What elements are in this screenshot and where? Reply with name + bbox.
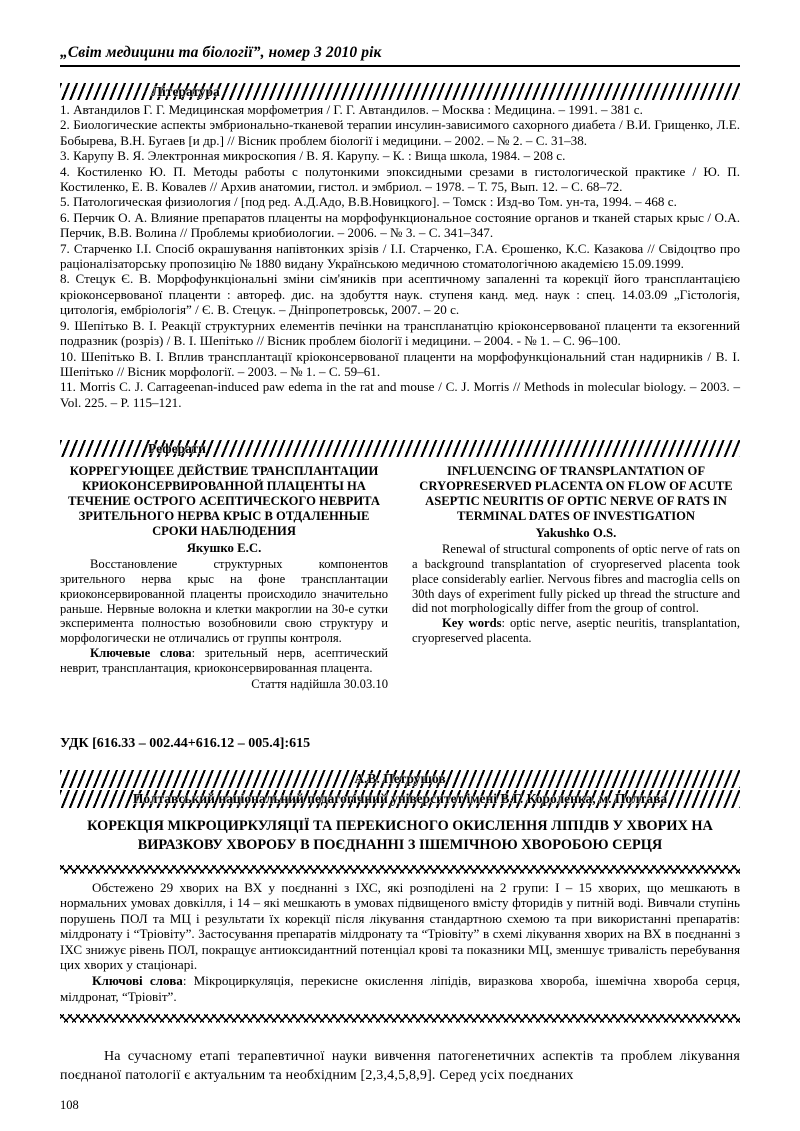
reference-item: 7. Старченко І.І. Спосіб окрашування напівтонких зрізів / І.І. Старченко, Г.А. Єрошенко, К.С. Казакова // Свідоцтво про раціоналізаторську пропозицію № 1880 видану Українською медичною стоматологічною академією 15.09.1999.: [60, 240, 740, 272]
article-title: КОРЕКЦІЯ МІКРОЦИРКУЛЯЦІЇ ТА ПЕРЕКИСНОГО ОКИСЛЕННЯ ЛІПІДІВ У ХВОРИХ НА ВИРАЗКОВУ ХВОРОБУ В ПОЄДНАННІ З ІШЕМІЧНОЮ ХВОРОБОЮ СЕРЦЯ: [87, 817, 713, 853]
abstracts-columns: [60, 464, 740, 691]
abstract-ru-body: Восстановление структурных компонентов зрительного нерва крыс на фоне трансплантации криоконсервированной плаценты происходило значительно раньше. Нервные волокна и клетки макроглии на 30-е сутки эксперимента полностью возобновили свою структуру и морфологически не отличались от группы контроля.: [60, 557, 388, 646]
reference-item: 10. Шепітько В. І. Вплив трансплантації кріоконсервованої плаценти на морфофункціональний стан надирників / В. І. Шепітько // Вісник морфології. – 2003. – № 1. – С. 59–61.: [60, 348, 740, 379]
article-affiliation-band: [60, 790, 740, 808]
reference-list: [60, 102, 740, 410]
abstracts-section-band: [60, 440, 740, 457]
abstract-en-keywords-text: : optic nerve, aseptic neuritis, transplantation, cryopreserved placenta.: [412, 616, 740, 645]
abstract-ru-keywords-text: : зрительный нерв, асептический неврит, трансплантация, криоконсервированная плацента.: [60, 645, 388, 675]
article-keywords-label: Ключові слова: [92, 973, 183, 989]
abstract-ru-keywords-label: Ключевые слова: [90, 645, 192, 660]
header-rule: [60, 65, 740, 67]
divider-zigzag-bottom: [60, 1014, 740, 1023]
abstract-en-title: INFLUENCING OF TRANSPLANTATION OF CRYOPRESERVED PLACENTA ON FLOW OF ACUTE ASEPTIC NEURITIS OF OPTIC NERVE OF RATS IN TERMINAL DATES OF INVESTIGATION: [419, 464, 733, 524]
article-summary: Обстежено 29 хворих на ВХ у поєднанні з ІХС, які розподілені на 2 групи: І – 15 хворих, що мешкають в нормальних умовах довкілля, і 14 – які мешкають в умовах підвищеного вмісту фторидів у питній воді. Вивчали ступінь порушень ПОЛ та МЦ і результати їх корекції після лікування стандартною схемою та при використанні препаратів: мілдронату і “Тріовіту”. Застосування препаратів мілдронату та “Тріовіту” в схемі лікування хворих на ВХ в поєднанні з ІХС знижує рівень ПОЛ, покращує антиоксидантний потенціал крові та показники МЦ, зменшує тривалість перебування цих хворих у стаціонарі.: [60, 879, 740, 973]
literature-section-label: Література: [152, 83, 220, 99]
abstracts-section-label: Реферати: [148, 440, 206, 456]
reference-item: 11. Morris C. J. Carrageenan-induced paw edema in the rat and mouse / C. J. Morris // Methods in molecular biology. – 2003. – Vol. 225. – P. 115–121.: [60, 379, 740, 410]
abstract-en-keywords-label: Key words: [442, 616, 502, 631]
article-author: А.В. Петрушов: [354, 770, 446, 786]
running-head: „Світ медицини та біології”, номер 3 2010 рік: [60, 44, 382, 61]
abstract-en-body: Renewal of structural components of optic nerve of rats on a background transplantation of cryopreserved placenta took place considerably earlier. Nervous fibres and macroglia cells on 30th days of experiment fully picked up thread the structure and did not morphologically differ from the group of control.: [412, 542, 740, 616]
abstract-ru-received-date: Стаття надійшла 30.03.10: [251, 676, 388, 691]
abstract-ru-keywords: [60, 646, 388, 676]
article-author-band: [60, 770, 740, 788]
reference-item: 8. Стецук Є. В. Морфофункціональні зміни сім'яників при асептичному запаленні та корекції його трансплантацією кріоконсервованої плаценти : автореф. дис. на здобуття наук. ступеня канд. мед. наук : спец. 14.03.09 „Гістологія, цитологія, ембріологія” / Є. В. Стецук. – Дніпропетровськ, 2007. – 20 с.: [60, 271, 740, 318]
abstract-en-keywords: [412, 616, 740, 646]
abstract-en-author: Yakushko O.S.: [535, 526, 617, 541]
literature-section-band: [60, 83, 740, 100]
abstract-russian: [60, 464, 388, 691]
reference-item: 1. Автандилов Г. Г. Медицинская морфометрия / Г. Г. Автандилов. – Москва : Медицина. – 1991. – 381 с.: [60, 102, 643, 117]
page-number: 108: [60, 1098, 79, 1112]
article-keywords-text: : Мікроциркуляція, перекисне окислення ліпідів, виразкова хвороба, ішемічна хвороба серця, мілдронат, “Тріовіт”.: [60, 973, 740, 1004]
abstract-ru-author: Якушко Е.С.: [186, 541, 262, 556]
article-body-paragraph: На сучасному етапі терапевтичної науки вивчення патогенетичних аспектів та проблем лікування поєднаної патології є актуальним та необхідним [2,3,4,5,8,9]. Серед усіх поєднаних: [60, 1049, 740, 1084]
reference-item: 6. Перчик О. А. Влияние препаратов плаценты на морфофункциональное состояние органов и тканей старых крыс / О.А. Перчик, В.В. Волина // Проблемы криобиологии. – 2006. – № 3. – С. 341–347.: [60, 209, 740, 241]
reference-item: 2. Биологические аспекты эмбрионально-тканевой терапии инсулин-зависимого сахорного диабета / В.И. Грищенко, Л.Е. Бобырева, В.Н. Бугаев [и др.] // Вісник проблем біології і медицини. – 2002. – № 2. – С. 31–38.: [60, 117, 740, 148]
reference-item: 9. Шепітько В. І. Реакції структурних елементів печінки на транспланатцію кріоконсервованої плаценти та екзогенний подразник (розріз) / В. І. Шепітько // Вісник проблем біології і медицини. – 2004. - № 1. – С. 96–100.: [60, 317, 740, 349]
reference-item: 4. Костиленко Ю. П. Методы работы с полутонкими эпоксидными срезами в гистологической практике / Ю. П. Костиленко, Е. В. Ковалев // Архив анатомии, гистол. и эмбриол. – 1978. – Т. 75, Вып. 12. – С. 68–72.: [60, 163, 740, 195]
udc-code: УДК [616.33 – 002.44+616.12 – 005.4]:615: [60, 735, 311, 751]
abstract-english: [412, 464, 740, 691]
divider-zigzag-top: [60, 865, 740, 874]
reference-item: 5. Патологическая физиология / [под ред. А.Д.Адо, В.В.Новицкого]. – Томск : Изд-во Том. ун-та, 1994. – 468 с.: [60, 194, 677, 210]
article-affiliation: Полтавський національний педагогічний університет імені В.Г. Короленка, м. Полтава: [132, 790, 668, 806]
reference-item: 3. Карупу В. Я. Электронная микроскопия / В. Я. Карупу. – К. : Вища школа, 1984. – 208 с.: [60, 148, 566, 164]
abstract-ru-title: КОРРЕГУЮЩЕЕ ДЕЙСТВИЕ ТРАНСПЛАНТАЦИИ КРИОКОНСЕРВИРОВАННОЙ ПЛАЦЕНТЫ НА ТЕЧЕНИЕ ОСТРОГО АСЕПТИЧЕСКОГО НЕВРИТА ЗРИТЕЛЬНОГО НЕРВА КРЫС В ОТДАЛЕННЫЕ СРОКИ НАБЛЮДЕНИЯ: [68, 464, 380, 539]
article-keywords: [60, 973, 740, 1004]
